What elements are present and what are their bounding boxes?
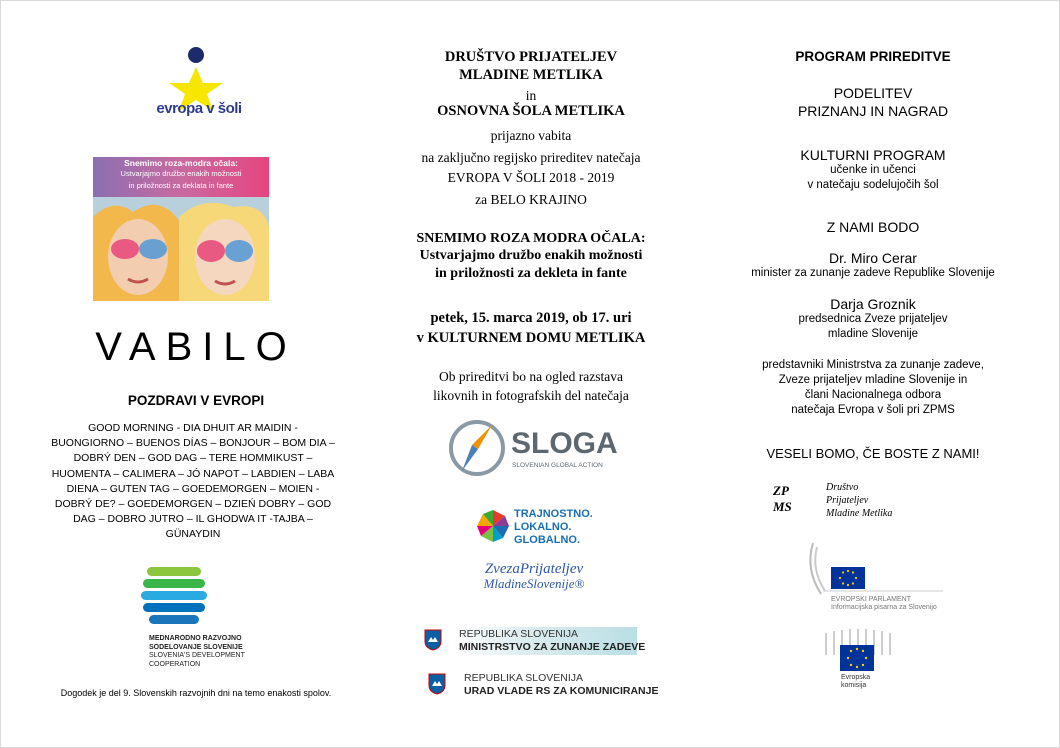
tlg-line: TRAJNOSTNO. — [514, 508, 593, 520]
sdc-line: SLOVENIA'S DEVELOPMENT — [149, 652, 245, 659]
representatives-line-4: natečaja Evropa v šoli pri ZPMS — [791, 404, 955, 416]
closing-line: VESELI BOMO, ČE BOSTE Z NAMI! — [766, 446, 980, 461]
tlg-line: LOKALNO. — [514, 521, 572, 533]
greetings-block — [43, 421, 343, 543]
conjunction-in: in — [525, 88, 537, 103]
invite-line-1: prijazno vabita — [490, 128, 572, 143]
exhibit-line-2: likovnih in fotografskih del natečaja — [433, 388, 629, 403]
greeting-line: GÜNAYDIN — [165, 528, 221, 541]
pinwheel-icon — [475, 508, 511, 544]
guest-1-name: Dr. Miro Cerar — [829, 250, 917, 266]
europa-v-soli-logo-text: evropa v šoli — [156, 100, 242, 117]
org-name-line-1: DRUŠTVO PRIJATELJEV — [444, 49, 618, 65]
program-item-1a: PODELITEV — [833, 85, 913, 101]
ep-logo-line-2: Informacijska pisarna za Slovenijo — [831, 604, 937, 611]
theme-title: SNEMIMO ROZA MODRA OČALA: — [416, 231, 646, 246]
dpm-metlika-logo-text — [826, 481, 892, 520]
vabilo-heading: VABILO — [95, 325, 297, 369]
guests-heading: Z NAMI BODO — [826, 219, 920, 235]
representatives-line-2: Zveze prijateljev mladine Slovenije in — [778, 374, 968, 386]
program-item-2b: v natečaju sodelujočih šol — [807, 179, 939, 191]
slovenia-crest-icon — [428, 673, 446, 695]
theme-line-2: in priložnosti za dekleta in fante — [435, 266, 627, 281]
sdc-line: COOPERATION — [149, 660, 201, 668]
greeting-line: GOOD MORNING - DIA DHUIT AR MAIDIN - — [88, 422, 298, 434]
greeting-line: DAG – DOBRO JUTRO – IL GHODWA IT -TAJBA – — [73, 513, 313, 526]
ministry-logo-line-1: REPUBLIKA SLOVENIJA — [459, 628, 579, 640]
school-name: OSNOVNA ŠOLA METLIKA — [437, 103, 625, 119]
ep-logo-line-1: EVROPSKI PARLAMENT — [831, 596, 912, 603]
sloga-logo-text: SLOGA — [511, 427, 618, 460]
ec-logo-line-2: komisija — [841, 682, 867, 689]
program-item-2: KULTURNI PROGRAM — [800, 147, 946, 163]
event-place: v KULTURNEM DOMU METLIKA — [416, 330, 646, 346]
sloga-logo-subtitle: SLOVENIAN GLOBAL ACTION — [512, 462, 603, 469]
program-item-1b: PRIZNANJ IN NAGRAD — [797, 103, 949, 119]
guest-2-role-2: mladine Slovenije — [827, 328, 919, 340]
ec-logo-line-1: Evropska — [841, 674, 871, 681]
zpms-monogram-top: ZP — [773, 483, 789, 498]
slovenia-crest-icon — [424, 629, 442, 651]
ministry-logo-line-2: MINISTRSTVO ZA ZUNANJE ZADEVE — [459, 641, 646, 653]
invite-line-3: EVROPA V ŠOLI 2018 - 2019 — [447, 170, 615, 185]
sloga-compass-icon — [448, 419, 506, 477]
dpm-line: Prijateljev — [826, 495, 869, 506]
tlg-logo-text — [514, 508, 593, 547]
theme-line-1: Ustvarjajmo družbo enakih možnosti — [419, 248, 643, 263]
invite-line-2: na zaključno regijsko prireditev natečaja — [421, 150, 641, 165]
greeting-line: DIENA – GUTEN TAG – GOEDEMORGEN – MOIEN - — [66, 482, 320, 495]
poster-image — [93, 157, 269, 301]
greeting-line: BUONGIORNO – BUENOS DÍAS – BONJOUR – BOM DIA – — [51, 437, 335, 450]
greeting-line: DOBRÝ DE? – GOEDEMORGEN – DZIEŃ DOBRY – GOD — [54, 498, 332, 511]
exhibit-line-1: Ob prireditvi bo na ogled razstava — [438, 369, 624, 384]
guest-2-role-1: predsednica Zveze prijateljev — [798, 313, 948, 325]
poster-banner — [93, 157, 269, 197]
sdc-line: SODELOVANJE SLOVENIJE — [149, 643, 243, 651]
govt-office-logo-line-2: URAD VLADE RS ZA KOMUNICIRANJE — [464, 685, 659, 697]
representatives-line-1: predstavniki Ministrstva za zunanje zadeve, — [762, 359, 984, 371]
dpm-line: Mladine Metlika — [826, 508, 893, 519]
program-item-2a: učenke in učenci — [830, 164, 916, 176]
poster-subtitle-2: in priložnosti za deklata in fante — [128, 181, 234, 190]
invite-line-4: za BELO KRAJINO — [475, 192, 587, 207]
poster-title: Snemimo roza-modra očala: — [124, 158, 238, 168]
dpm-line: Društvo — [826, 482, 859, 493]
pozdravi-heading: POZDRAVI V EVROPI — [127, 393, 265, 408]
zpms-monogram-bottom: MS — [773, 499, 792, 514]
org-name-line-2: MLADINE METLIKA — [459, 67, 603, 83]
sdc-logo-text — [149, 635, 259, 669]
greeting-line: HUOMENTA – CALIMERA – JÓ NAPOT – LABDIEN – LABA — [51, 467, 335, 480]
zpms-logo-line-2: MladineSlovenije® — [483, 576, 585, 591]
event-date: petek, 15. marca 2019, ob 17. uri — [430, 310, 632, 326]
guest-1-role: minister za zunanje zadeve Republike Slovenije — [751, 267, 995, 279]
slovenia-development-cooperation-logo-icon — [141, 563, 207, 629]
program-heading: PROGRAM PRIREDITVE — [795, 49, 951, 64]
greeting-line: DOBRÝ DEN – GOD DAG – TERE HOMMIKUST – — [73, 452, 313, 465]
guest-2-name: Darja Groznik — [830, 296, 916, 312]
poster-subtitle-1: Ustvarjajmo družbo enakih možnosti — [120, 169, 242, 178]
footnote: Dogodek je del 9. Slovenskih razvojnih dni na temo enakosti spolov. — [60, 688, 332, 698]
zpms-logo-line-1: ZvezaPrijateljev — [484, 561, 584, 577]
sdc-line: MEDNARODNO RAZVOJNO — [149, 635, 242, 642]
tlg-line: GLOBALNO. — [514, 534, 580, 546]
govt-office-logo-line-1: REPUBLIKA SLOVENIJA — [464, 672, 584, 684]
representatives-line-3: člani Nacionalnega odbora — [804, 389, 942, 401]
